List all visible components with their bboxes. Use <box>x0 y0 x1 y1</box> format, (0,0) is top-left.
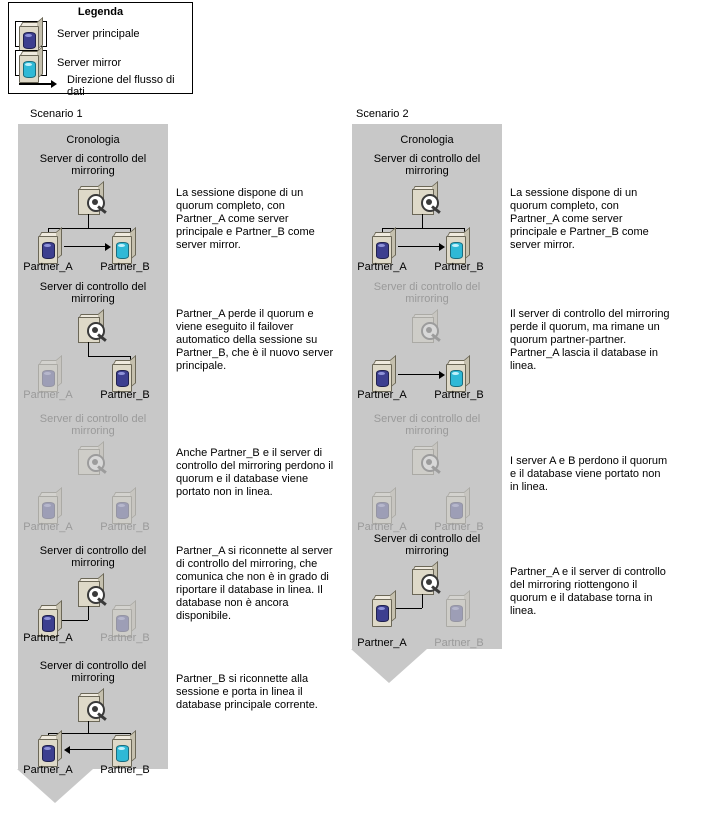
arrow-icon <box>19 83 53 85</box>
s2-step3-partner-b-label: Partner_B <box>434 521 484 533</box>
s1-step1-partner-a-label: Partner_A <box>23 261 73 273</box>
legend-swatch-principal <box>15 21 47 47</box>
s1-step1-partner-a-icon <box>38 232 62 262</box>
s2-step4-partner-b-icon <box>446 595 470 625</box>
s1-step3-partner-b-label: Partner_B <box>100 521 150 533</box>
s1-step5-partner-a-label: Partner_A <box>23 764 73 776</box>
s1-step2-partner-a-icon <box>38 360 62 390</box>
s1-step3-title: Server di controllo del mirroring <box>39 413 147 437</box>
s2-step3-partner-a-icon <box>372 492 396 522</box>
s1-step5-partner-a-icon <box>38 735 62 765</box>
s1-step5-witness-icon <box>78 693 108 721</box>
s2-step2-partner-b-label: Partner_B <box>434 389 484 401</box>
s1-step5-title: Server di controllo del mirroring <box>39 660 147 684</box>
s1-step5-description: Partner_B si riconnette alla sessione e porta in linea il database principale corrente. <box>176 673 318 711</box>
s1-step5-partner-b-label: Partner_B <box>100 764 150 776</box>
s1-step4-description: Partner_A si riconnette al server di controllo del mirroring, che comunica che non è in grado di riportare il database in linea. Il database non è ancora disponibile. <box>176 545 333 622</box>
s2-step3-partner-b-icon <box>446 492 470 522</box>
s2-step2-partner-a-icon <box>372 360 396 390</box>
s1-step4-title: Server di controllo del mirroring <box>39 545 147 569</box>
s2-step2-description: Il server di controllo del mirroring perde il quorum, ma rimane un quorum partner-partner. Partner_A lascia il database in linea. <box>510 308 670 372</box>
s2-step1-partner-b-icon <box>446 232 470 262</box>
s1-step4-partner-a-icon <box>38 605 62 635</box>
s1-step2-description: Partner_A perde il quorum e viene eseguito il failover automatico della sessione su Partner_B, che è il nuovo server principale. <box>176 308 334 372</box>
s1-step3-partner-a-icon <box>38 492 62 522</box>
scenario-1-timeline-label: Cronologia <box>66 134 120 146</box>
s2-step4-description: Partner_A e il server di controllo del mirroring riottengono il quorum e il database torna in linea. <box>510 566 666 617</box>
s2-step1-partner-a-icon <box>372 232 396 262</box>
s1-step4-partner-b-icon <box>112 605 136 635</box>
s1-step4-partner-a-label: Partner_A <box>23 632 73 644</box>
s1-step1-partner-b-icon <box>112 232 136 262</box>
s1-step3-partner-a-label: Partner_A <box>23 521 73 533</box>
legend-box <box>8 2 193 98</box>
scenario-2-timeline-label: Cronologia <box>400 134 454 146</box>
legend-swatch-mirror <box>15 50 47 76</box>
s1-step2-title: Server di controllo del mirroring <box>39 281 147 305</box>
s2-step3-witness-icon <box>412 446 442 474</box>
mirror-server-icon <box>19 51 43 81</box>
legend-label-principal: Server principale <box>57 28 140 40</box>
s2-step1-description: La sessione dispone di un quorum completo, con Partner_A come server principale e Partner_B come server mirror. <box>510 187 649 251</box>
s1-step1-witness-icon <box>78 186 108 214</box>
s2-step1-partner-a-label: Partner_A <box>357 261 407 273</box>
s2-step1-partner-b-label: Partner_B <box>434 261 484 273</box>
scenario-2-title: Scenario 2 <box>356 108 409 120</box>
arrow-icon-head <box>51 80 57 88</box>
s2-step2-partner-a-label: Partner_A <box>357 389 407 401</box>
s2-step2-partner-b-icon <box>446 360 470 390</box>
s1-step2-witness-icon <box>78 314 108 342</box>
s1-step4-partner-b-label: Partner_B <box>100 632 150 644</box>
s1-step1-title: Server di controllo del mirroring <box>39 153 147 177</box>
legend-label-mirror: Server mirror <box>57 57 122 69</box>
s1-step2-partner-b-icon <box>112 360 136 390</box>
s1-step3-witness-icon <box>78 446 108 474</box>
s2-step3-partner-a-label: Partner_A <box>357 521 407 533</box>
s2-step2-title: Server di controllo del mirroring <box>373 281 481 305</box>
s2-step1-witness-icon <box>412 186 442 214</box>
legend-title: Legenda <box>77 6 124 18</box>
s2-step4-title: Server di controllo del mirroring <box>373 533 481 557</box>
s1-step1-partner-b-label: Partner_B <box>100 261 150 273</box>
s1-step1-description: La sessione dispone di un quorum completo, con Partner_A come server principale e Partner_B come server mirror. <box>176 187 315 251</box>
scenario-1-title: Scenario 1 <box>30 108 83 120</box>
s1-step3-description: Anche Partner_B e il server di controllo del mirroring perdono il quorum e il database viene portato non in linea. <box>176 447 334 498</box>
s2-step4-partner-b-label: Partner_B <box>434 637 484 649</box>
s1-step2-partner-a-label: Partner_A <box>23 389 73 401</box>
s1-step5-partner-b-icon <box>112 735 136 765</box>
s2-step4-partner-a-icon <box>372 595 396 625</box>
s1-step3-partner-b-icon <box>112 492 136 522</box>
s2-step3-title: Server di controllo del mirroring <box>373 413 481 437</box>
s2-step4-partner-a-label: Partner_A <box>357 637 407 649</box>
s1-step2-partner-b-label: Partner_B <box>100 389 150 401</box>
s2-step3-description: I server A e B perdono il quorum e il database viene portato non in linea. <box>510 455 668 493</box>
s1-step4-witness-icon <box>78 578 108 606</box>
s2-step2-witness-icon <box>412 314 442 342</box>
s2-step4-witness-icon <box>412 566 442 594</box>
s2-step1-title: Server di controllo del mirroring <box>373 153 481 177</box>
legend-label-flow: Direzione del flusso di dati <box>67 74 175 98</box>
